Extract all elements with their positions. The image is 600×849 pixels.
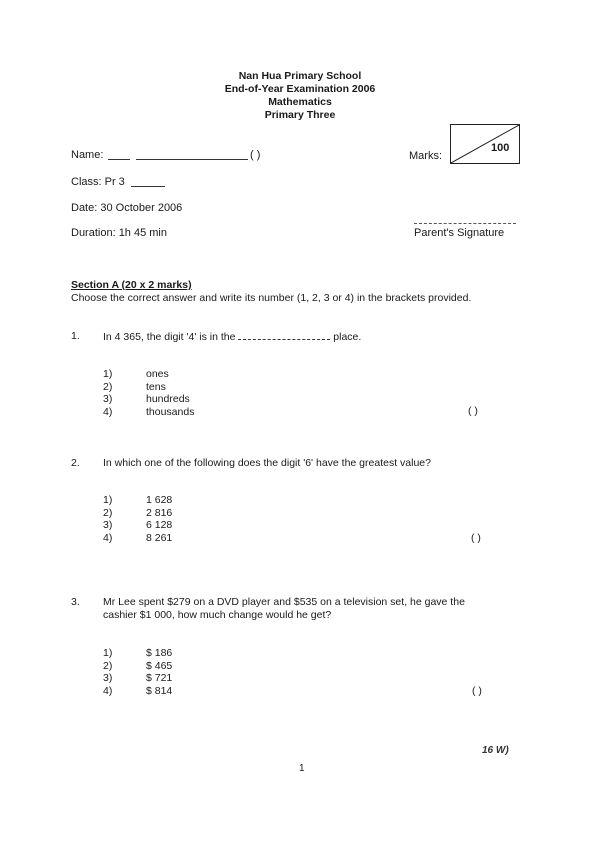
marks-label: Marks: bbox=[409, 150, 442, 162]
option-item: 2) $ 465 bbox=[103, 659, 173, 672]
section-a-instruction: Choose the correct answer and write its number (1, 2, 3 or 4) in the brackets provided. bbox=[71, 292, 472, 304]
options-list bbox=[103, 647, 172, 698]
section-a-title: Section A (20 x 2 marks) bbox=[71, 279, 192, 291]
question-number: 3. bbox=[71, 596, 80, 608]
question-text bbox=[103, 330, 361, 343]
subject: Mathematics bbox=[268, 96, 332, 108]
name-brackets: ( ) bbox=[250, 149, 261, 161]
name-blank-short[interactable] bbox=[108, 159, 130, 160]
option-item: 4) $ 814 bbox=[103, 685, 173, 698]
question-text-end: place. bbox=[333, 331, 362, 343]
name-blank-long[interactable] bbox=[136, 159, 248, 160]
option-item: 2) 2 816 bbox=[103, 506, 173, 519]
class-blank[interactable] bbox=[131, 186, 165, 187]
question-text-line-1: Mr Lee spent $279 on a DVD player and $535 on a television set, he gave the bbox=[103, 596, 465, 608]
question-text: In which one of the following does the digit '6' have the greatest value? bbox=[103, 457, 431, 469]
answer-brackets[interactable]: ( ) bbox=[471, 532, 481, 544]
option-item: 1) ones bbox=[103, 368, 169, 380]
exam-title: End-of-Year Examination 2006 bbox=[224, 83, 376, 95]
question-number: 1. bbox=[71, 330, 80, 342]
handwritten-note: 16 W) bbox=[482, 745, 509, 756]
class-label: Class: Pr 3 bbox=[71, 176, 125, 188]
question-number: 2. bbox=[71, 457, 80, 469]
option-item: 3) $ 721 bbox=[103, 672, 173, 685]
answer-brackets[interactable]: ( ) bbox=[468, 405, 478, 417]
question-text-start: In 4 365, the digit '4' is in the bbox=[103, 331, 236, 343]
marks-total: 100 bbox=[491, 142, 510, 154]
option-item: 4) thousands bbox=[103, 406, 195, 419]
option-item: 3) hundreds bbox=[103, 393, 190, 406]
school-name: Nan Hua Primary School bbox=[238, 70, 362, 82]
option-item: 1) 1 628 bbox=[103, 494, 173, 506]
option-item: 4) 8 261 bbox=[103, 532, 173, 545]
exam-duration: Duration: 1h 45 min bbox=[71, 227, 167, 239]
options-list bbox=[103, 494, 172, 545]
signature-line[interactable] bbox=[414, 223, 516, 224]
option-item: 1) $ 186 bbox=[103, 647, 173, 659]
page-number: 1 bbox=[299, 763, 305, 774]
exam-date: Date: 30 October 2006 bbox=[71, 202, 183, 214]
parent-signature-label: Parent's Signature bbox=[414, 227, 505, 239]
option-item: 2) tens bbox=[103, 380, 166, 393]
options-list bbox=[103, 368, 194, 419]
answer-blank[interactable] bbox=[238, 330, 330, 340]
marks-box bbox=[450, 124, 520, 164]
question-text-line-2: cashier $1 000, how much change would he get? bbox=[103, 609, 332, 621]
name-label: Name: bbox=[71, 149, 104, 161]
option-item: 3) 6 128 bbox=[103, 519, 173, 532]
level: Primary Three bbox=[264, 109, 336, 121]
answer-brackets[interactable]: ( ) bbox=[472, 685, 482, 697]
